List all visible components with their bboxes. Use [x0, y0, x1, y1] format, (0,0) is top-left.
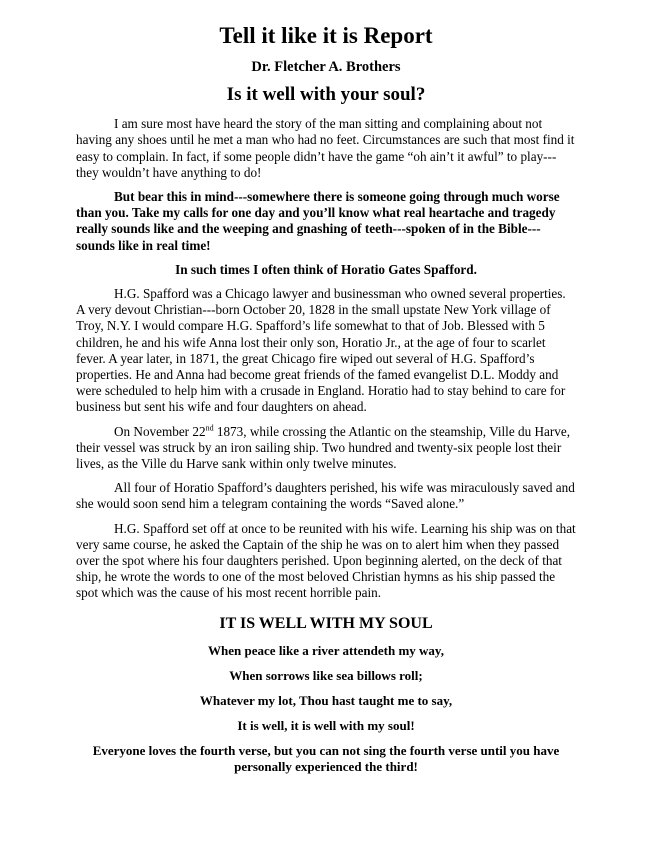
hymn-line: When peace like a river attendeth my way,	[208, 642, 444, 658]
paragraph-shipwreck	[76, 424, 576, 473]
shipwreck-rest-text: 1873, while crossing the Atlantic on the steamship, Ville du Harve, their vessel was struck by an iron sailing ship. Two hundred and twenty-six people lost their lives, as the Ville du Harve sank within only twelve minutes.	[76, 423, 570, 472]
paragraph-intro: I am sure most have heard the story of the man sitting and complaining about not having any shoes until he met a man who had no feet. Circumstances are such that most find it easy to complain. In fact, if some people didn’t have the game “oh ain’t it awful” to play---they wouldn’t have anything to do!	[76, 116, 575, 180]
document-title: Tell it like it is Report	[219, 23, 433, 48]
hymn-line: It is well, it is well with my soul!	[237, 717, 415, 733]
document-subtitle: Is it well with your soul?	[226, 84, 426, 106]
author-name: Dr. Fletcher A. Brothers	[251, 58, 401, 75]
hymn-line: When sorrows like sea billows roll;	[229, 667, 423, 683]
shipwreck-date-text: On November 22	[114, 423, 206, 439]
paragraph-spafford-intro: In such times I often think of Horatio Gates Spafford.	[175, 261, 477, 277]
paragraph-daughters: All four of Horatio Spafford’s daughters perished, his wife was miraculously saved and she would soon send him a telegram containing the words “Saved alone.”	[76, 480, 575, 512]
paragraph-hymn-origin: H.G. Spafford set off at once to be reunited with his wife. Learning his ship was on that very same course, he asked the Captain of the ship he was on to alert him when they passed over the spot where his four daughters perished. Upon beginning alerted, on the deck of that ship, he wrote the words to one of the most beloved Christian hymns as his ship passed the spot which was the cause of his most recent horrible pain.	[76, 520, 576, 601]
paragraph-spafford-bio: H.G. Spafford was a Chicago lawyer and businessman who owned several properties. A very devout Christian---born October 20, 1828 in the small upstate New York village of Troy, N.Y. I would compare H.G. Spafford’s life somewhat to that of Job. Blessed with 5 children, he and his wife Anna lost their only son, Horatio Jr., at the age of four to scarlet fever. A year later, in 1871, the great Chicago fire wiped out several of H.G. Spafford’s properties. He and Anna had become great friends of the famed evangelist D.L. Moddy and were scheduled to help him with a crusade in England. Horatio had to stay behind to care for business but sent his wife and four daughters on ahead.	[76, 286, 566, 415]
hymn-title: IT IS WELL WITH MY SOUL	[219, 614, 433, 632]
ordinal-superscript: nd	[205, 423, 214, 433]
hymn-line: Whatever my lot, Thou hast taught me to say,	[199, 692, 453, 708]
closing-statement: Everyone loves the fourth verse, but you can not sing the fourth verse until you have personally experienced the third!	[92, 742, 560, 774]
paragraph-bold-warning: But bear this in mind---somewhere there is someone going through much worse than you. Take my calls for one day and you’ll know what real heartache and tragedy really sounds like and the weeping and gnashing of teeth---spoken of in the Bible---sounds like in real time!	[76, 189, 560, 253]
